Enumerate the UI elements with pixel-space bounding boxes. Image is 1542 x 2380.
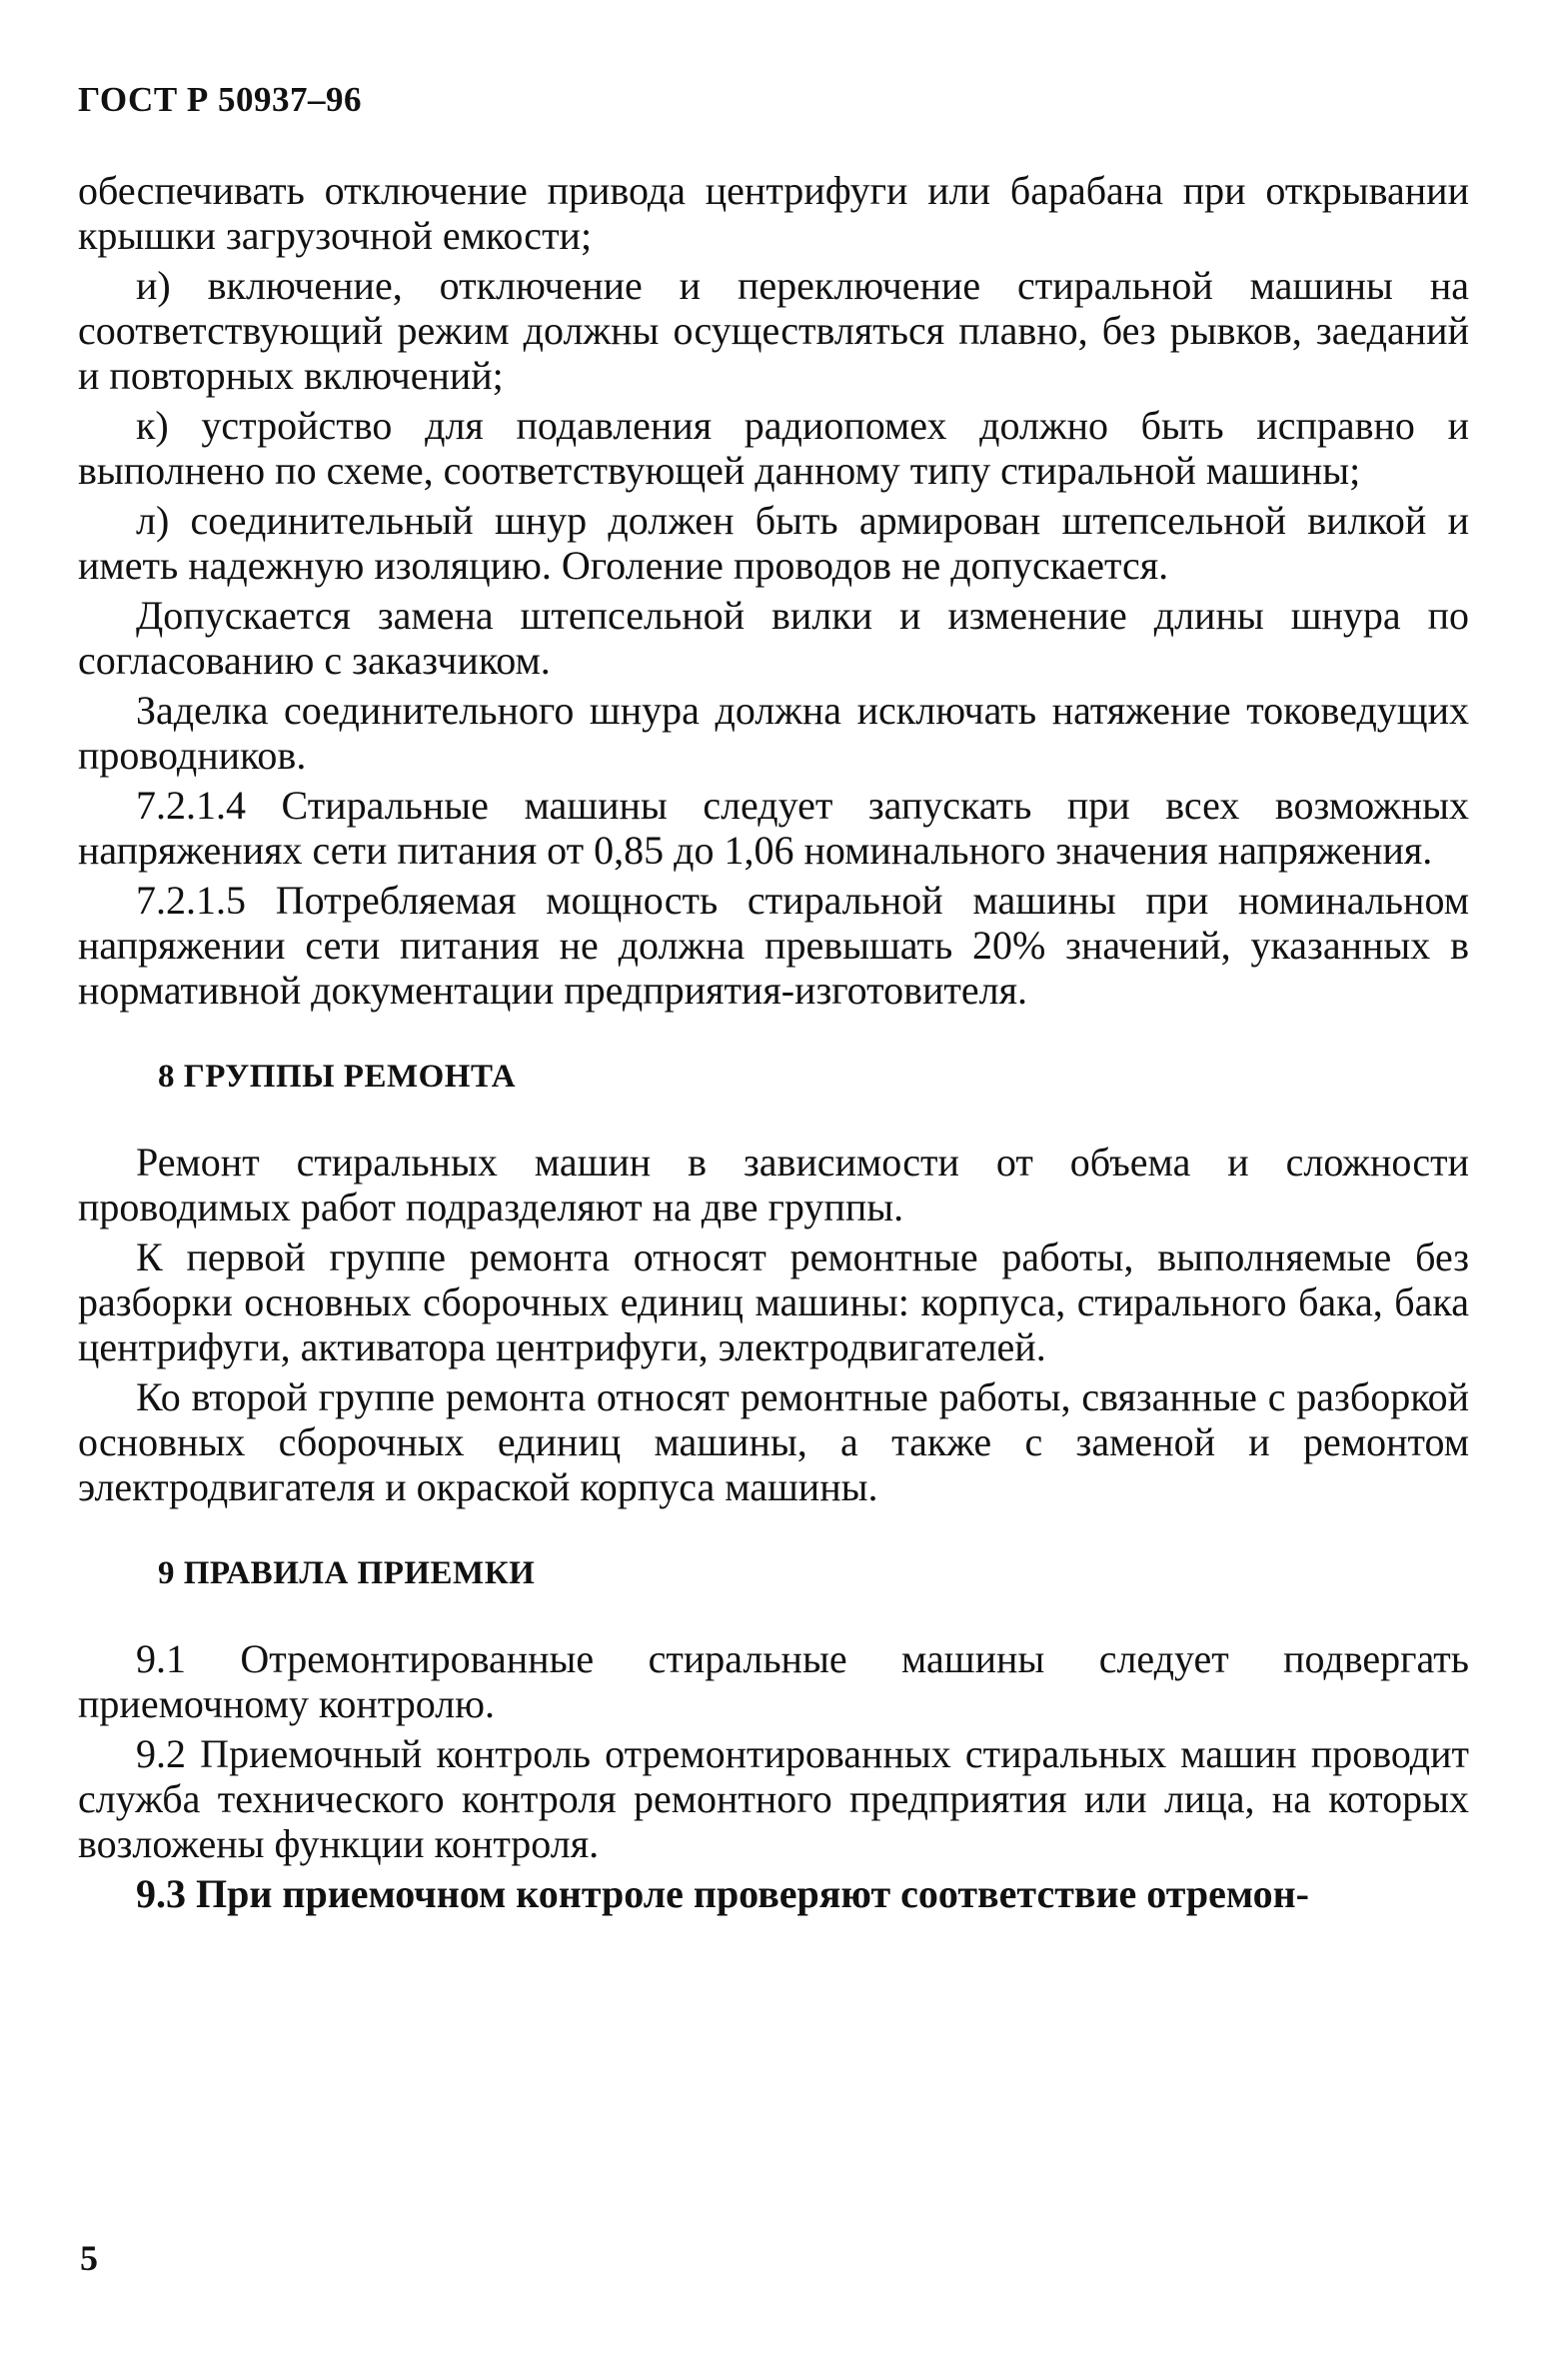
paragraph-item-l: л) соединительный шнур должен быть армирован штепсельной вилкой и иметь надежную изоляцию. Оголение проводов не допускается.	[78, 498, 1469, 588]
section-8-paragraph-2: К первой группе ремонта относят ремонтные работы, выполняемые без разборки основных сборочных единиц машины: корпуса, стирального бака, бака центрифуги, активатора центрифуги, электродвигателей.	[78, 1234, 1469, 1369]
section-9-paragraph-1: 9.1 Отремонтированные стиральные машины следует подвергать приемочному контролю.	[78, 1636, 1469, 1726]
paragraph-7-2-1-4: 7.2.1.4 Стиральные машины следует запускать при всех возможных напряжениях сети питания от 0,85 до 1,06 номинального значения напряжения.	[78, 783, 1469, 873]
section-9-paragraph-3: 9.3 При приемочном контроле проверяют соответствие отремон-	[136, 1871, 1309, 1916]
paragraph-plug-replacement: Допускается замена штепсельной вилки и изменение длины шнура по согласованию с заказчиком.	[78, 593, 1469, 683]
section-8-paragraph-1: Ремонт стиральных машин в зависимости от объема и сложности проводимых работ подразделяют на две группы.	[78, 1140, 1469, 1229]
section-8-paragraph-3: Ко второй группе ремонта относят ремонтные работы, связанные с разборкой основных сборочных единиц машины, а также с заменой и ремонтом электродвигателя и окраской корпуса машины.	[78, 1374, 1469, 1509]
paragraph-item-k: к) устройство для подавления радиопомех должно быть исправно и выполнено по схеме, соответствующей данному типу стиральной машины;	[78, 403, 1469, 493]
document-body	[78, 168, 1469, 1921]
paragraph-cord-sealing: Заделка соединительного шнура должна исключать натяжение токоведущих проводников.	[78, 688, 1469, 778]
section-9-paragraph-2: 9.2 Приемочный контроль отремонтированных стиральных машин проводит служба технического контроля ремонтного предприятия или лица, на которых возложены функции контроля.	[78, 1731, 1469, 1866]
paragraph-7-2-1-5: 7.2.1.5 Потребляемая мощность стиральной машины при номинальном напряжении сети питания не должна превышать 20% значений, указанных в нормативной документации предприятия-изготовителя.	[78, 878, 1469, 1013]
paragraph-item-i: и) включение, отключение и переключение стиральной машины на соответствующий режим должны осуществляться плавно, без рывков, заеданий и повторных включений;	[78, 263, 1469, 398]
document-code-header: ГОСТ Р 50937–96	[78, 80, 363, 119]
section-8-title: 8 ГРУППЫ РЕМОНТА	[158, 1059, 517, 1095]
section-9-title: 9 ПРАВИЛА ПРИЕМКИ	[158, 1555, 536, 1591]
page-number: 5	[80, 2238, 98, 2278]
paragraph-continuation: обеспечивать отключение привода центрифуги или барабана при открывании крышки загрузочной емкости;	[78, 168, 1469, 258]
